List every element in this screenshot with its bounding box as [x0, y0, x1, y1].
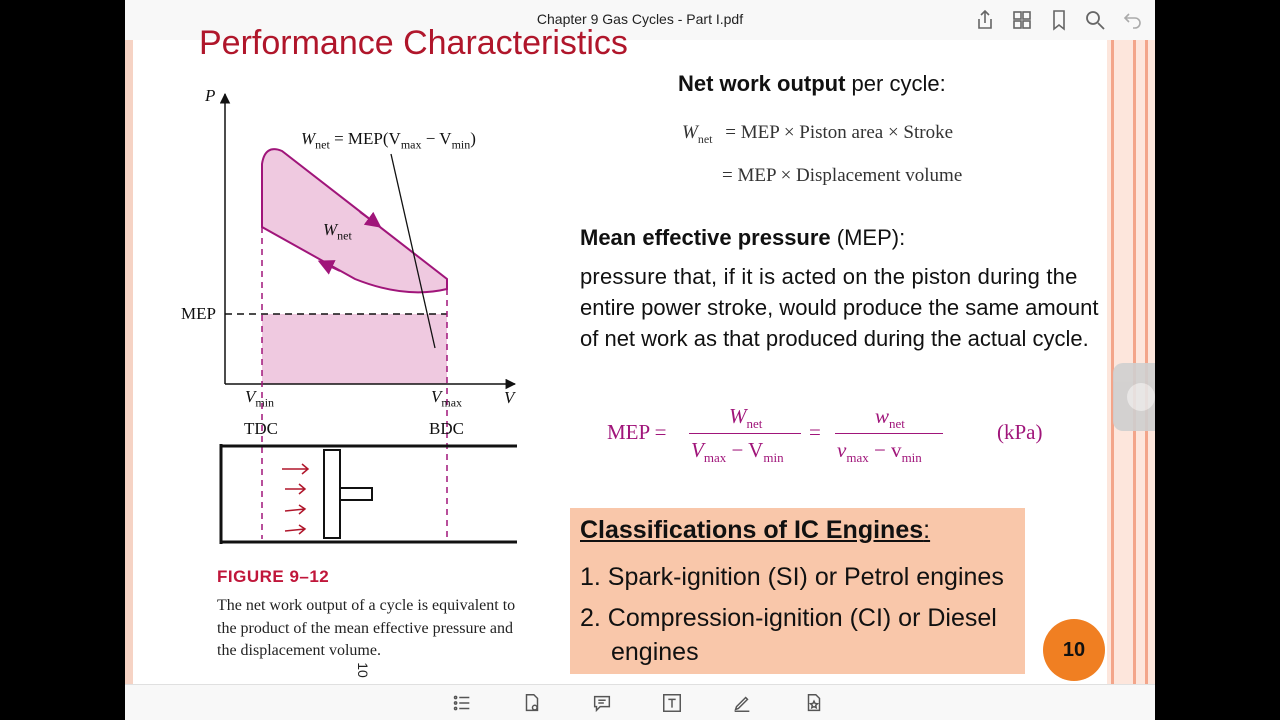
pen-icon[interactable] [731, 692, 753, 714]
document-title: Chapter 9 Gas Cycles - Part I.pdf [536, 11, 744, 27]
page-right-decoration [1107, 40, 1155, 684]
net-work-heading: Net work output per cycle: [678, 71, 946, 96]
page-settings-icon[interactable] [521, 692, 543, 714]
wnet-area-label: $W_{net}$ [323, 220, 352, 243]
v-axis-label: V [504, 388, 515, 407]
search-icon[interactable] [1083, 8, 1107, 32]
rotated-page-number: 10 [354, 662, 371, 678]
bottom-toolbar [125, 684, 1155, 720]
net-work-eq2: = MEP × Displacement volume [722, 165, 963, 186]
vmin-label: $V_{min}$ [245, 387, 275, 410]
pv-diagram [165, 84, 525, 554]
mep-heading: Mean effective pressure (MEP): [580, 225, 906, 250]
grid-icon[interactable] [1010, 8, 1034, 32]
wnet-equation-label: $W_{net} = MEP(V_{max} - V_{min})$ [301, 129, 476, 152]
figure-caption-title: FIGURE 9–12 [217, 567, 330, 586]
mep-definition-line3: of net work as that produced during the actual cycle. [580, 326, 1089, 351]
pdf-page [125, 24, 1155, 684]
net-work-eq1: $W_{net}$ = MEP × Piston area × Stroke [682, 122, 954, 146]
mep-axis-label: MEP [181, 304, 216, 323]
cylinder-sketch [221, 444, 517, 544]
page-number-badge: 10 [1043, 619, 1105, 681]
figure-caption-body: The net work output of a cycle is equivalent to the product of the mean effective pressure and the displacement volume. [217, 597, 516, 659]
classification-item-si: 1. Spark-ignition (SI) or Petrol engines [580, 563, 1004, 591]
bdc-label: BDC [429, 419, 464, 438]
classification-item-ci-cont: engines [611, 638, 699, 666]
slide-title: Performance Characteristics [199, 24, 628, 62]
text-tool-icon[interactable] [661, 692, 683, 714]
handle-dot-icon [1127, 383, 1155, 411]
comment-icon[interactable] [591, 692, 613, 714]
classifications-title: Classifications of IC Engines: [580, 516, 931, 544]
classifications-box [570, 508, 1025, 674]
share-icon[interactable] [973, 8, 997, 32]
mep-formula: MEP = $W_{net}$ $V_{max} - V_{min}$ = $w_{net}$ $v_{max} - v_{min}$ (kPa) [607, 404, 1043, 466]
tdc-label: TDC [244, 419, 278, 438]
side-scroll-handle[interactable] [1113, 363, 1155, 431]
mep-area [262, 314, 447, 384]
undo-icon[interactable] [1121, 8, 1145, 32]
cycle-loop [262, 149, 447, 292]
mep-definition-line2: entire power stroke, would produce the same amount [580, 295, 1099, 320]
mep-definition-line1: pressure that, if it is acted on the piston during the [580, 264, 1078, 289]
star-page-icon[interactable] [803, 692, 825, 714]
list-icon[interactable] [451, 692, 473, 714]
p-axis-label: P [205, 86, 216, 105]
pdf-viewer [125, 0, 1155, 720]
bookmark-icon[interactable] [1047, 8, 1071, 32]
vmax-label: $V_{max}$ [431, 387, 463, 410]
classification-item-ci: 2. Compression-ignition (CI) or Diesel [580, 604, 997, 632]
page-left-border [125, 40, 133, 684]
